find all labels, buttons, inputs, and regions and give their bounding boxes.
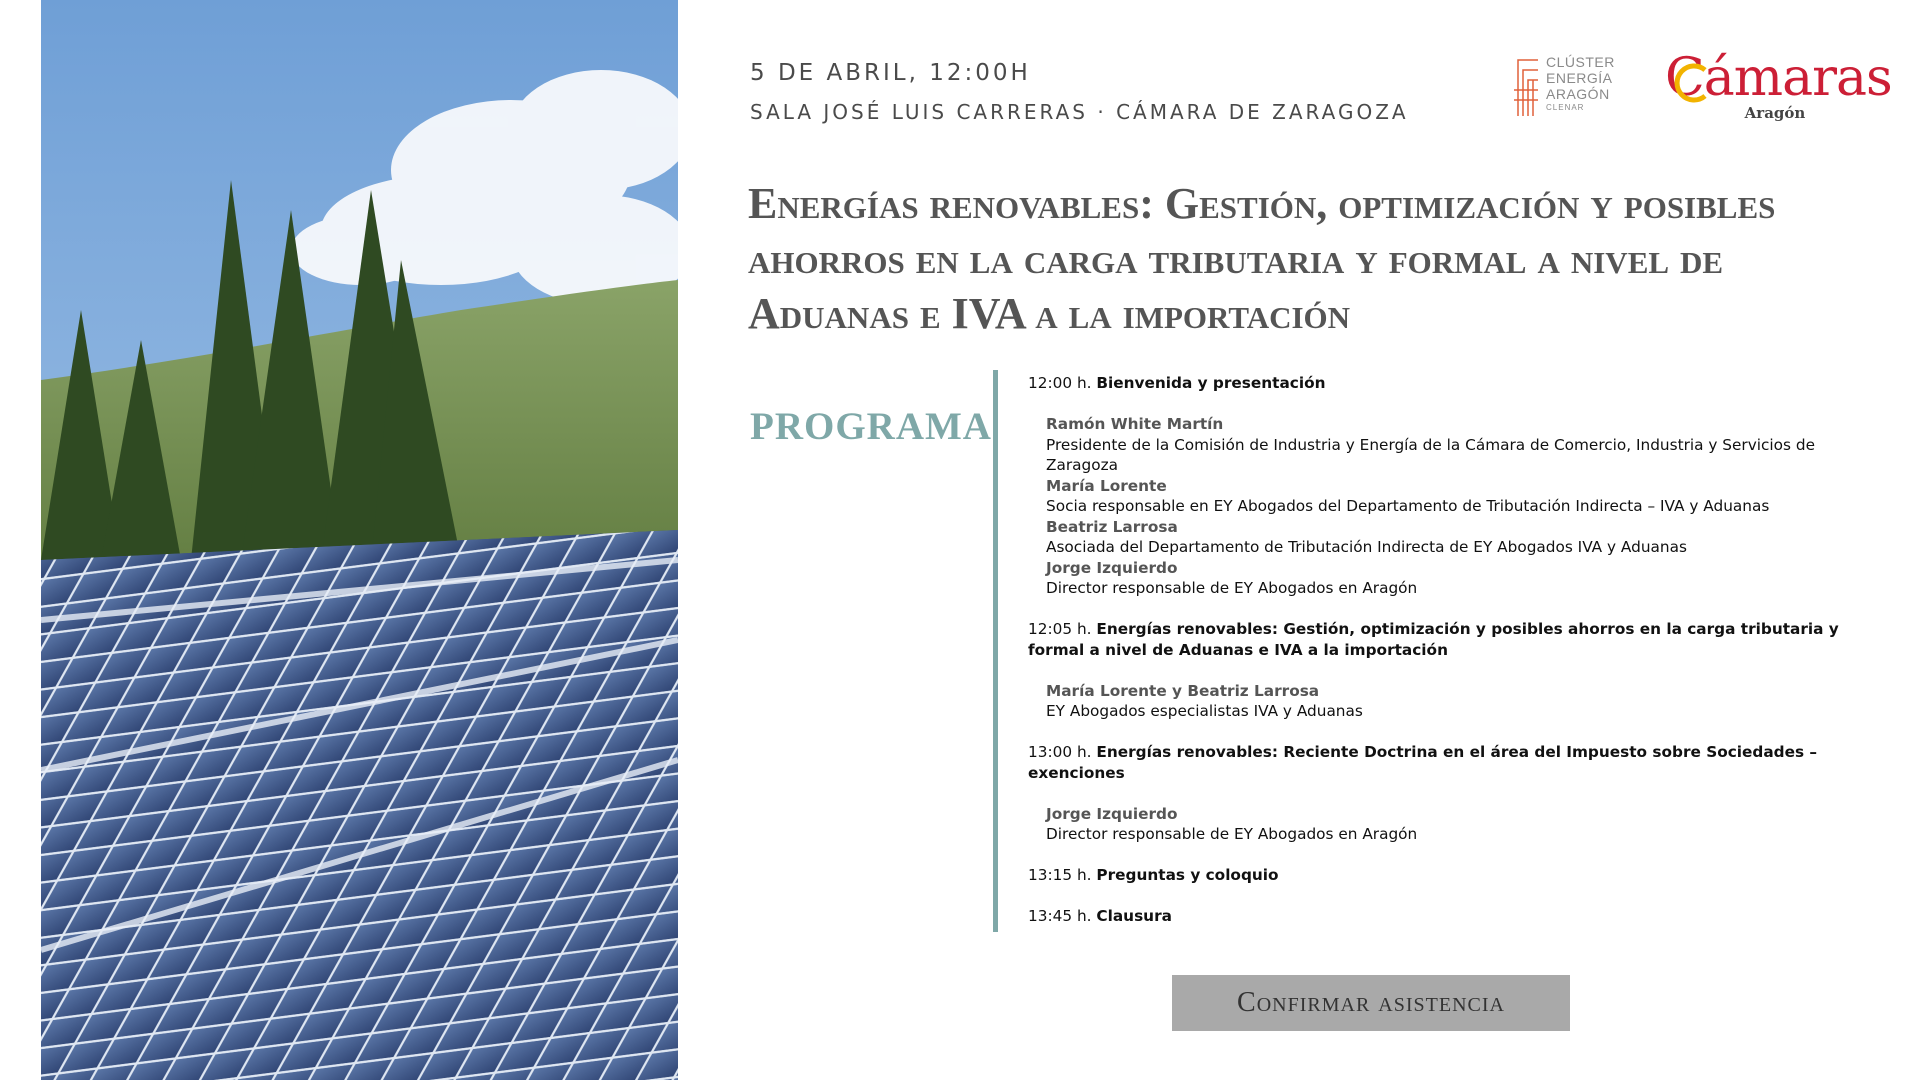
- agenda-item-heading: [1028, 619, 1858, 661]
- speaker-role: Director responsable de EY Abogados en Aragón: [1046, 825, 1418, 843]
- solar-panels-photo: [41, 0, 678, 1080]
- agenda-item: [1028, 373, 1858, 599]
- agenda-item-heading: [1028, 742, 1858, 784]
- speaker-role: Asociada del Departamento de Tributación Indirecta de EY Abogados IVA y Aduanas: [1046, 538, 1687, 556]
- cluster-logo-text: [1546, 54, 1615, 114]
- speaker-list: [1046, 804, 1858, 845]
- cluster-subtitle: CLENAR: [1546, 103, 1585, 112]
- cluster-line: ENERGÍA: [1546, 70, 1613, 86]
- agenda-list: [1028, 373, 1858, 947]
- agenda-topic: Bienvenida y presentación: [1096, 374, 1326, 392]
- agenda-topic: Energías renovables: Gestión, optimización y posibles ahorros en la carga tributaria y formal a nivel de Aduanas e IVA a la importación: [1028, 619, 1839, 659]
- agenda-time: 13:00 h.: [1028, 742, 1092, 761]
- speaker-role: Director responsable de EY Abogados en Aragón: [1046, 579, 1418, 597]
- agenda-item-heading: [1028, 906, 1858, 927]
- agenda-item: [1028, 906, 1858, 927]
- agenda-item: [1028, 742, 1858, 845]
- agenda-topic: Preguntas y coloquio: [1096, 865, 1279, 884]
- agenda-topic: Energías renovables: Reciente Doctrina en el área del Impuesto sobre Sociedades – exenciones: [1028, 742, 1818, 782]
- speaker-name: María Lorente: [1046, 476, 1167, 495]
- cluster-energia-logo: [1512, 52, 1622, 122]
- camaras-c-mark-icon: [1669, 60, 1715, 106]
- camaras-region: Aragón: [1744, 104, 1806, 122]
- agenda-item-heading: [1028, 373, 1858, 394]
- agenda-time: 13:15 h.: [1028, 865, 1092, 884]
- speaker-role: EY Abogados especialistas IVA y Aduanas: [1046, 702, 1363, 720]
- camaras-wordmark: Cámaras: [1665, 48, 1892, 108]
- event-venue: SALA JOSÉ LUIS CARRERAS · CÁMARA DE ZARAGOZA: [750, 100, 1409, 124]
- agenda-time: 12:00 h.: [1028, 374, 1092, 392]
- speaker-name: Ramón White Martín: [1046, 415, 1224, 433]
- agenda-time: 12:05 h.: [1028, 619, 1092, 638]
- agenda-topic: Clausura: [1096, 906, 1172, 925]
- agenda-time: 13:45 h.: [1028, 906, 1092, 925]
- confirm-attendance-button[interactable]: Confirmar asistencia: [1172, 975, 1570, 1031]
- page-title: Energías renovables: Gestión, optimización y posibles ahorros en la carga tributaria y formal a nivel de Aduanas e IVA a la importación: [748, 179, 1776, 338]
- event-date: 5 DE ABRIL, 12:00H: [750, 60, 1031, 86]
- programa-heading: PROGRAMA: [750, 405, 992, 448]
- cluster-line: ARAGÓN: [1546, 86, 1610, 102]
- agenda-item-heading: [1028, 865, 1858, 886]
- speaker-role: Presidente de la Comisión de Industria y Energía de la Cámara de Comercio, Industria y Servicios de Zaragoza: [1046, 435, 1815, 474]
- camaras-aragon-logo: [1665, 48, 1895, 128]
- speaker-name: María Lorente y Beatriz Larrosa: [1046, 681, 1320, 700]
- cluster-lines-icon: [1512, 56, 1540, 116]
- program-divider: [993, 370, 998, 932]
- speaker-list: [1046, 681, 1858, 722]
- speaker-role: Socia responsable en EY Abogados del Departamento de Tributación Indirecta – IVA y Aduanas: [1046, 497, 1770, 515]
- agenda-item: [1028, 865, 1858, 886]
- agenda-item: [1028, 619, 1858, 722]
- speaker-name: Beatriz Larrosa: [1046, 517, 1178, 536]
- speaker-name: Jorge Izquierdo: [1046, 804, 1178, 823]
- speaker-list: [1046, 414, 1858, 599]
- speaker-name: Jorge Izquierdo: [1046, 558, 1178, 577]
- cluster-line: CLÚSTER: [1546, 54, 1615, 70]
